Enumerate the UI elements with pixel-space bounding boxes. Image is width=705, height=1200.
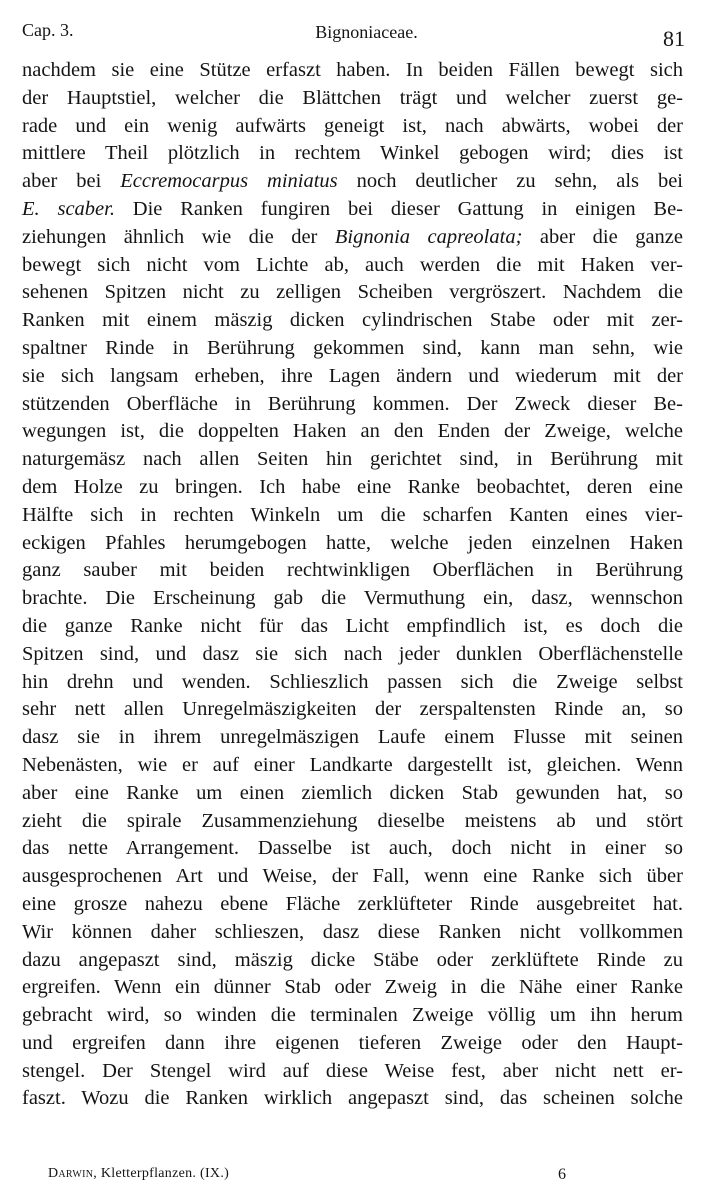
text-line bbox=[22, 974, 683, 1002]
italic-taxon: E. scaber. bbox=[22, 197, 115, 220]
printer-signature bbox=[48, 1166, 229, 1182]
book-reference: , Kletterpflanzen. (IX.) bbox=[93, 1166, 230, 1181]
text-run: dasz sie in ihrem unregelmäszigen Laufe einem Flusse mit seinen bbox=[22, 726, 683, 749]
text-line bbox=[22, 391, 683, 419]
text-run: das nette Arrangement. Dasselbe ist auch, doch nicht in einer so bbox=[22, 837, 683, 860]
text-run: nachdem sie eine Stütze erfaszt haben. In beiden Fällen bewegt sich bbox=[22, 59, 683, 81]
text-run: aber eine Ranke um einen ziemlich dicken Stab gewunden hat, so bbox=[22, 781, 683, 804]
text-line bbox=[22, 307, 683, 335]
text-line bbox=[22, 835, 683, 863]
text-line bbox=[22, 780, 683, 808]
page-number: 81 bbox=[663, 26, 685, 51]
italic-taxon: Eccremocarpus miniatus bbox=[120, 170, 338, 193]
text-line bbox=[22, 502, 683, 530]
text-line bbox=[22, 1002, 683, 1030]
text-run: dazu angepaszt sind, mäszig dicke Stäbe oder zerklüftete Rinde zu bbox=[22, 948, 683, 971]
text-run: Wir können daher schlieszen, dasz diese Ranken nicht vollkommen bbox=[22, 920, 683, 943]
text-line bbox=[22, 279, 683, 307]
text-run: Hälfte sich in rechten Winkeln um die scharfen Kanten eines vier- bbox=[22, 503, 683, 526]
text-line bbox=[22, 85, 683, 113]
text-line bbox=[22, 1058, 683, 1086]
text-run: ziehungen ähnlich wie die der bbox=[22, 225, 335, 248]
text-run: ganz sauber mit beiden rechtwinkligen Oberflächen in Berührung bbox=[22, 559, 683, 582]
text-run: aber die ganze bbox=[522, 225, 683, 248]
text-run: eckigen Pfahles herumgebogen hatte, welche jeden einzelnen Haken bbox=[22, 531, 683, 554]
text-line bbox=[22, 696, 683, 724]
text-run: Die Ranken fungiren bei dieser Gattung in einigen Be- bbox=[114, 197, 683, 220]
text-run: und ergreifen dann ihre eigenen tieferen Zweige oder den Haupt- bbox=[22, 1031, 683, 1054]
text-run: Nebenästen, wie er auf einer Landkarte dargestellt ist, gleichen. Wenn bbox=[22, 753, 683, 776]
text-run: ausgesprochenen Art und Weise, der Fall, wenn eine Ranke sich über bbox=[22, 865, 683, 888]
text-run: aber bei bbox=[22, 170, 121, 193]
text-line bbox=[22, 474, 683, 502]
text-line bbox=[22, 724, 683, 752]
text-run: faszt. Wozu die Ranken wirklich angepaszt sind, das scheinen solche bbox=[22, 1087, 683, 1110]
text-line bbox=[22, 947, 683, 975]
text-run: wegungen ist, die doppelten Haken an den Enden der Zweige, welche bbox=[22, 420, 683, 443]
text-line bbox=[22, 168, 683, 196]
text-run: naturgemäsz nach allen Seiten hin gerichtet sind, in Berührung mit bbox=[22, 448, 683, 471]
signature-number: 6 bbox=[558, 1166, 566, 1183]
text-run: die ganze Ranke nicht für das Licht empfindlich ist, es doch die bbox=[22, 614, 683, 637]
text-run: sehenen Spitzen nicht zu zelligen Scheiben vergröszert. Nachdem die bbox=[22, 281, 683, 304]
text-run: ergreifen. Wenn ein dünner Stab oder Zweig in die Nähe einer Ranke bbox=[22, 976, 683, 999]
text-line bbox=[22, 891, 683, 919]
text-run: sehr nett allen Unregelmäszigkeiten der zerspaltensten Rinde an, so bbox=[22, 698, 683, 721]
author-name: Darwin bbox=[48, 1166, 94, 1181]
text-run: Spitzen sind, und dasz sie sich nach jeder dunklen Oberflächenstelle bbox=[22, 642, 683, 665]
text-run: rade und ein wenig aufwärts geneigt ist, nach abwärts, wobei der bbox=[22, 114, 683, 137]
text-line bbox=[22, 808, 683, 836]
text-line bbox=[22, 140, 683, 168]
text-run: spaltner Rinde in Berührung gekommen sind, kann man sehn, wie bbox=[22, 336, 683, 359]
text-run: stützenden Oberfläche in Berührung kommen. Der Zweck dieser Be- bbox=[22, 392, 683, 415]
text-line bbox=[22, 1030, 683, 1058]
text-line bbox=[22, 1085, 683, 1113]
text-line bbox=[22, 196, 683, 224]
footer-signature bbox=[48, 1166, 608, 1190]
running-head bbox=[22, 14, 685, 54]
text-line bbox=[22, 418, 683, 446]
text-run: brachte. Die Erscheinung gab die Vermuthung ein, dasz, wennschon bbox=[22, 587, 683, 610]
text-run: stengel. Der Stengel wird auf diese Weise fest, aber nicht nett er- bbox=[22, 1059, 683, 1082]
text-line bbox=[22, 641, 683, 669]
chapter-label: Cap. 3. bbox=[22, 20, 74, 40]
text-line bbox=[22, 613, 683, 641]
text-line bbox=[22, 363, 683, 391]
text-line bbox=[22, 919, 683, 947]
text-line bbox=[22, 530, 683, 558]
text-line bbox=[22, 752, 683, 780]
text-line bbox=[22, 669, 683, 697]
italic-taxon: Bignonia capreolata; bbox=[334, 225, 523, 248]
text-run: mittlere Theil plötzlich in rechtem Winkel gebogen wird; dies ist bbox=[22, 142, 683, 165]
body-text bbox=[22, 57, 683, 1113]
text-line bbox=[22, 252, 683, 280]
text-run: hin drehn und wenden. Schlieszlich passen sich die Zweige selbst bbox=[22, 670, 683, 693]
text-line bbox=[22, 557, 683, 585]
text-run: zieht die spirale Zusammenziehung dieselbe meistens ab und stört bbox=[22, 809, 683, 832]
text-line bbox=[22, 585, 683, 613]
running-title: Bignoniaceae. bbox=[315, 22, 418, 42]
text-line bbox=[22, 863, 683, 891]
text-run: eine grosze nahezu ebene Fläche zerklüfteter Rinde ausgebreitet hat. bbox=[22, 892, 683, 915]
text-line bbox=[22, 57, 683, 85]
text-run: der Hauptstiel, welcher die Blättchen trägt und welcher zuerst ge- bbox=[22, 86, 683, 109]
text-run: Ranken mit einem mäszig dicken cylindrischen Stabe oder mit zer- bbox=[22, 309, 683, 332]
text-run: dem Holze zu bringen. Ich habe eine Ranke beobachtet, deren eine bbox=[22, 475, 683, 498]
text-run: sie sich langsam erheben, ihre Lagen ändern und wiederum mit der bbox=[22, 364, 683, 387]
text-run: gebracht wird, so winden die terminalen Zweige völlig um ihn herum bbox=[22, 1004, 683, 1027]
text-line bbox=[22, 113, 683, 141]
text-run: bewegt sich nicht vom Lichte ab, auch werden die mit Haken ver- bbox=[22, 253, 683, 276]
text-line bbox=[22, 335, 683, 363]
text-line bbox=[22, 224, 683, 252]
text-run: noch deutlicher zu sehn, als bei bbox=[337, 170, 683, 193]
text-line bbox=[22, 446, 683, 474]
